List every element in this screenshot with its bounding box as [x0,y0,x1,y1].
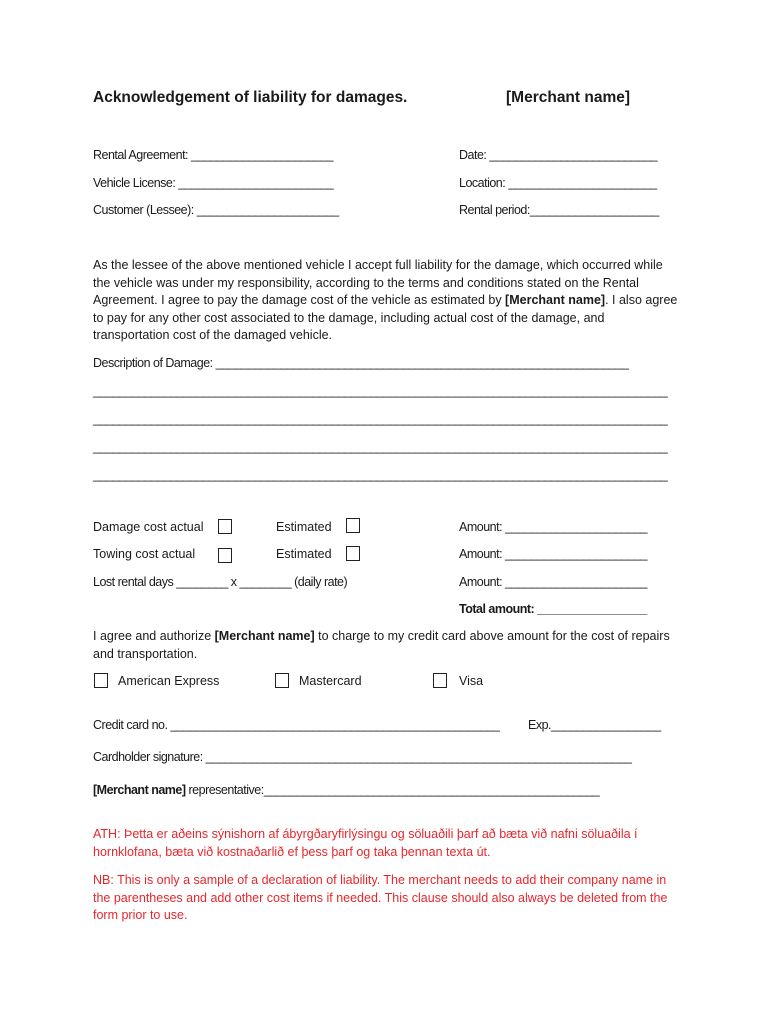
damage-cost-actual-label: Damage cost actual [93,520,204,534]
cardholder-signature-field[interactable]: Cardholder signature: __________________________________________________________________ [93,750,632,764]
statement-text-1: As the lessee of the above mentioned vehicle I accept full liability for the damage, which occurred while the vehicle was under my responsibility, according to the terms and conditions stated on the Rental Agreement. I agree to pay the damage cost of the vehicle as estimated by [93,258,663,307]
description-line[interactable]: _________________________________________________________________________________________ [93,384,668,398]
towing-estimated-label: Estimated [276,547,332,561]
towing-cost-actual-checkbox[interactable] [218,548,232,563]
rental-period-field[interactable]: Rental period:____________________ [459,203,659,217]
authorization-statement [93,628,683,663]
visa-checkbox[interactable] [433,673,447,688]
towing-amount-field[interactable]: Amount: ______________________ [459,547,647,561]
american-express-label: American Express [118,674,220,688]
representative-label: representative:____________________________________________________ [185,783,600,797]
english-note: NB: This is only a sample of a declaration of liability. The merchant needs to add their company name in the parentheses and add other cost items if needed. This clause should also always be deleted from the form prior to use. [93,873,668,922]
mastercard-label: Mastercard [299,674,362,688]
rental-agreement-field[interactable]: Rental Agreement: ______________________ [93,148,333,162]
description-of-damage-field[interactable]: Description of Damage: ________________________________________________________________ [93,356,629,370]
description-line[interactable]: _________________________________________________________________________________________ [93,412,668,426]
icelandic-note: ATH: Þetta er aðeins sýnishorn af ábyrgðaryfirlýsingu og söluaðili þarf að bæta við nafni söluaðila í hornklofana, bæta við kostnaðarlið ef þess þarf og taka þennan texta út. [93,827,638,859]
total-amount-field[interactable]: Total amount: _________________ [459,602,647,616]
date-field[interactable]: Date: __________________________ [459,148,658,162]
location-field[interactable]: Location: _______________________ [459,176,657,190]
description-line[interactable]: _________________________________________________________________________________________ [93,440,668,454]
merchant-representative-field[interactable] [93,783,599,797]
customer-lessee-field[interactable]: Customer (Lessee): ______________________ [93,203,339,217]
damage-estimated-label: Estimated [276,520,332,534]
towing-cost-actual-label: Towing cost actual [93,547,196,561]
authorize-text-2: to charge to my credit card above amount for the cost of repairs and transportation. [93,629,670,661]
american-express-checkbox[interactable] [94,673,108,688]
representative-merchant-name: [Merchant name] [93,783,186,797]
expiry-field[interactable]: Exp._________________ [528,718,661,732]
merchant-name-header: [Merchant name] [506,89,631,106]
damage-amount-field[interactable]: Amount: ______________________ [459,520,647,534]
statement-text-2: . I also agree to pay for any other cost associated to the damage, including actual cost of the damage, and transportation cost of the damaged vehicle. [93,293,678,342]
vehicle-license-field[interactable]: Vehicle License: ________________________ [93,176,334,190]
mastercard-checkbox[interactable] [275,673,289,688]
authorize-merchant-name: [Merchant name] [214,629,315,643]
statement-merchant-name: [Merchant name] [505,293,606,307]
towing-estimated-checkbox[interactable] [346,546,360,561]
description-line[interactable]: _________________________________________________________________________________________ [93,468,668,482]
credit-card-number-field[interactable]: Credit card no. ___________________________________________________ [93,718,500,732]
lost-rental-days-field[interactable]: Lost rental days ________ x ________ (daily rate) [93,575,348,589]
damage-cost-actual-checkbox[interactable] [218,519,232,534]
liability-statement [93,257,683,345]
authorize-text-1: I agree and authorize [93,629,215,643]
document-title: Acknowledgement of liability for damages. [93,89,408,106]
damage-estimated-checkbox[interactable] [346,518,360,533]
visa-label: Visa [459,674,484,688]
lost-rental-amount-field[interactable]: Amount: ______________________ [459,575,647,589]
